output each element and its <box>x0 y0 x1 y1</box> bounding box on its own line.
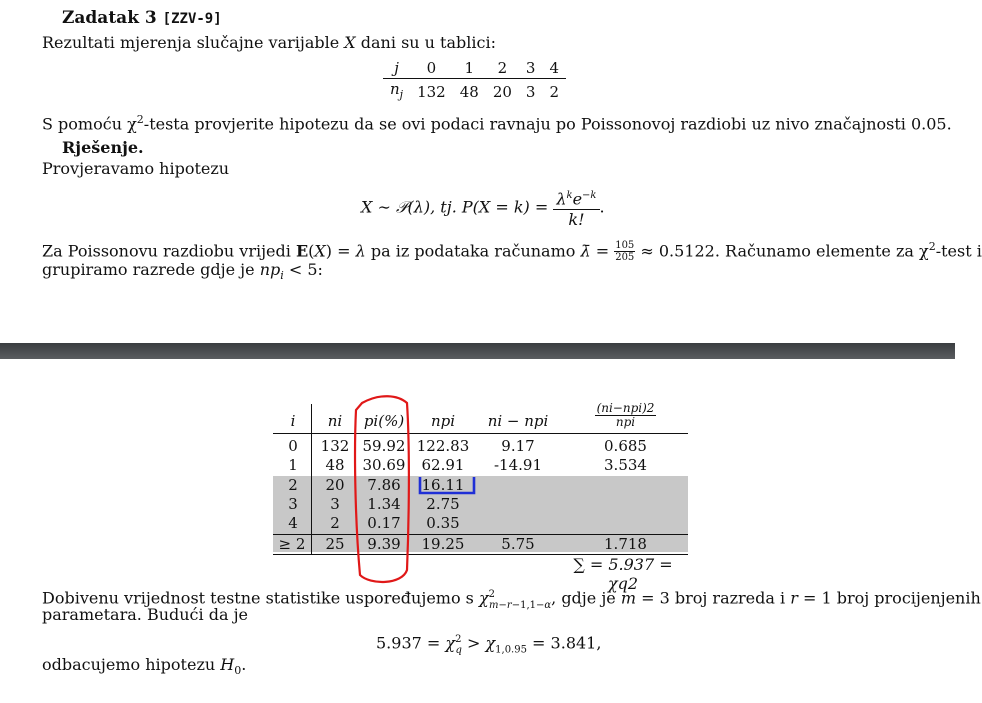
j-value: 4 <box>542 58 566 79</box>
formula-end: . <box>599 197 605 217</box>
cell-i: 2 <box>288 476 298 494</box>
cell-ni: 48 <box>325 456 345 474</box>
cell-pi: 9.39 <box>367 535 401 553</box>
nj-value: 2 <box>549 83 560 101</box>
formula-numerator: $\lambda^ke^{-k}$ <box>553 186 599 210</box>
cell-i: 4 <box>288 514 298 532</box>
cell-ni: 3 <box>330 495 340 513</box>
chi-term-denominator: npi <box>615 415 636 429</box>
solution-paragraph2: Za Poissonovu razdiobu vrijedi E(X) = λ pa iz podataka računamo λ̄ = $\frac{105}{205}$ ≈ 0.5122. Računamo elemente za $\chi^2$-test i <box>42 240 982 264</box>
cell-npi: 19.25 <box>421 535 465 553</box>
solution-line1: Provjeravamo hipotezu <box>42 159 230 178</box>
j-value: 2 <box>486 58 519 79</box>
cell-chi-term: 1.718 <box>604 535 647 553</box>
cell-npi: 62.91 <box>421 456 465 474</box>
nj-value: 3 <box>525 83 536 101</box>
cell-pi: 7.86 <box>367 476 401 494</box>
cell-i: 1 <box>288 456 298 474</box>
cell-ni: 2 <box>330 514 340 532</box>
cell-npi: 122.83 <box>416 437 470 455</box>
header-npi: npi <box>430 412 456 430</box>
lambda-denominator: 205 <box>615 252 635 264</box>
blue-highlight-box <box>420 477 474 493</box>
nj-label: $n_j$ <box>390 80 404 101</box>
header-pi: pi(%) <box>363 412 405 430</box>
cell-diff: 9.17 <box>501 437 535 455</box>
solution-heading: Rješenje. <box>62 138 144 157</box>
red-highlight-oval <box>355 396 409 582</box>
cell-ni: 20 <box>325 476 345 494</box>
cell-i: 3 <box>288 495 298 513</box>
cell-pi: 1.34 <box>367 495 401 513</box>
solution-paragraph2-line2: grupiramo razrede gdje je $np_i < 5$: <box>42 260 323 283</box>
formula-left: X ∼ 𝒫(λ), tj. P(X = k) = <box>361 197 549 217</box>
task-question: S pomoću $\chi^2$-testa provjerite hipotezu da se ovi podaci ravnaju po Poissonovoj razdiobi uz nivo značajnosti 0.05. <box>42 113 952 134</box>
cell-ni: 25 <box>325 535 345 553</box>
cell-chi-term: 3.534 <box>604 456 647 474</box>
chi-term-numerator: (ni−npi)2 <box>596 401 655 415</box>
header-ni: ni <box>327 412 343 430</box>
j-value: 0 <box>410 58 453 79</box>
cell-pi: 0.17 <box>367 514 401 532</box>
task-intro: Rezultati mjerenja slučajne varijable X dani su u tablici: <box>42 33 496 52</box>
cell-i: 0 <box>288 437 298 455</box>
header-diff: ni − npi <box>487 412 549 430</box>
cell-i: ≥ 2 <box>278 535 306 553</box>
nj-value: 132 <box>417 83 446 101</box>
conclusion-line1: Dobivenu vrijednost testne statistike uspoređujemo s $\chi^2_{m-r-1,1-\alpha}$, gdje je m = 3 broj razreda i r = 1 broj procijenjenih <box>42 588 981 611</box>
task-title-text: Zadatak 3 <box>62 8 157 28</box>
cell-pi: 59.92 <box>362 437 406 455</box>
cell-npi: 2.75 <box>426 495 460 513</box>
cell-diff: -14.91 <box>493 456 542 474</box>
chi-square-sum: ∑ = 5.937 = χq2 <box>573 555 673 593</box>
j-value: 1 <box>453 58 486 79</box>
conclusion-line2: parametara. Budući da je <box>42 605 249 624</box>
task-code: [ZZV-9] <box>162 11 222 27</box>
j-value: 3 <box>519 58 543 79</box>
header-i: i <box>290 412 296 430</box>
cell-npi: 16.11 <box>421 476 465 494</box>
formula-denominator: k! <box>568 210 585 230</box>
cell-diff: 5.75 <box>501 535 535 553</box>
cell-chi-term: 0.685 <box>604 437 647 455</box>
cell-pi: 30.69 <box>362 456 406 474</box>
cell-ni: 132 <box>320 437 350 455</box>
conclusion-formula: $5.937 = \chi^2_q > \chi_{1,0.95} = 3.841$, <box>376 633 602 656</box>
conclusion-line3: odbacujemo hipotezu $H_0$. <box>42 655 247 678</box>
nj-value: 48 <box>459 83 479 101</box>
nj-value: 20 <box>492 83 512 101</box>
cell-npi: 0.35 <box>426 514 460 532</box>
j-label: j <box>383 58 410 79</box>
lambda-numerator: 105 <box>615 240 635 252</box>
